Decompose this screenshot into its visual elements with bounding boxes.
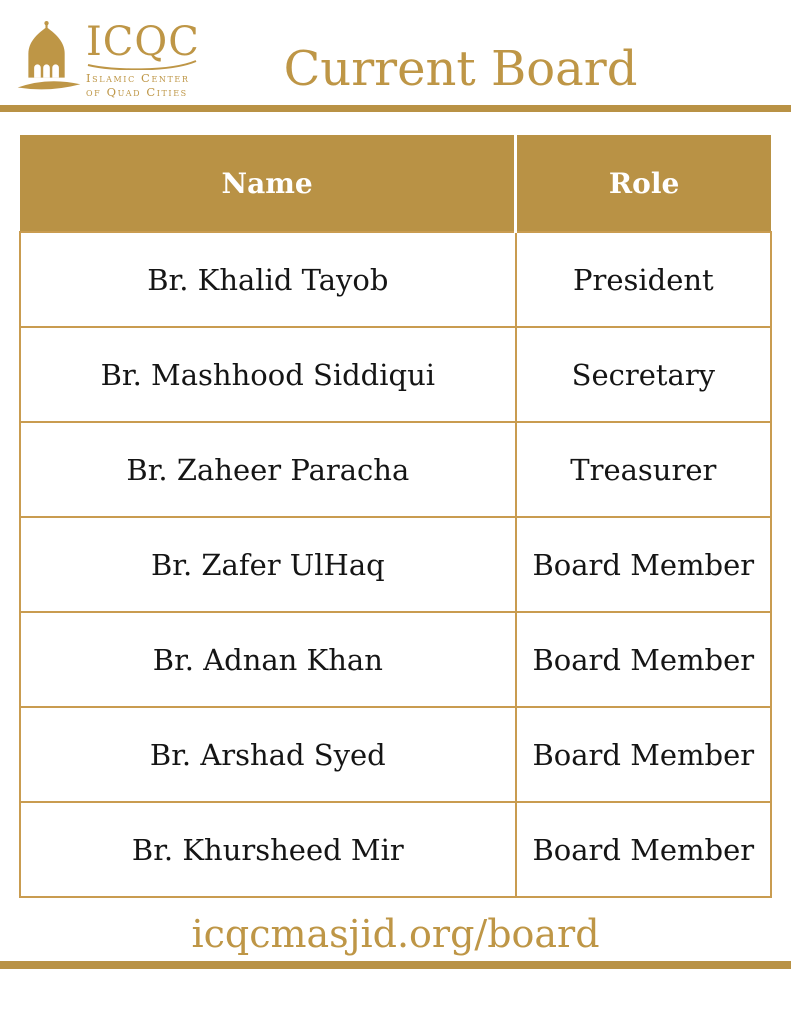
board-table <box>19 135 772 898</box>
member-name-cell: Br. Khalid Tayob <box>20 232 516 327</box>
member-role-cell: Board Member <box>516 612 771 707</box>
logo-name-line1: Islamic Center <box>86 71 190 85</box>
member-role-cell: Secretary <box>516 327 771 422</box>
member-role-cell: Treasurer <box>516 422 771 517</box>
member-role-cell: President <box>516 232 771 327</box>
logo-acronym: ICQC <box>86 19 200 65</box>
board-table-body <box>20 232 771 897</box>
header-row <box>20 135 771 232</box>
footer-divider-bar <box>0 961 791 969</box>
logo-name-line2: of Quad Cities <box>86 85 188 100</box>
table-row <box>20 612 771 707</box>
table-row <box>20 517 771 612</box>
member-name-cell: Br. Zaheer Paracha <box>20 422 516 517</box>
column-header-name: Name <box>20 135 516 232</box>
table-row <box>20 232 771 327</box>
member-name-cell: Br. Zafer UlHaq <box>20 517 516 612</box>
table-row <box>20 422 771 517</box>
member-role-cell: Board Member <box>516 517 771 612</box>
member-name-cell: Br. Mashhood Siddiqui <box>20 327 516 422</box>
member-role-cell: Board Member <box>516 707 771 802</box>
header <box>0 0 791 105</box>
page-title: Current Board <box>283 41 638 97</box>
column-header-role: Role <box>516 135 771 232</box>
member-name-cell: Br. Khursheed Mir <box>20 802 516 897</box>
member-name-cell: Br. Adnan Khan <box>20 612 516 707</box>
table-row <box>20 327 771 422</box>
board-table-header <box>20 135 771 232</box>
logo-text <box>86 10 200 100</box>
website-url: icqcmasjid.org/board <box>191 912 600 956</box>
mosque-dome-icon <box>16 12 82 102</box>
table-row <box>20 707 771 802</box>
header-divider-bar <box>0 105 791 112</box>
icqc-logo <box>0 0 200 105</box>
table-row <box>20 802 771 897</box>
member-name-cell: Br. Arshad Syed <box>20 707 516 802</box>
member-role-cell: Board Member <box>516 802 771 897</box>
